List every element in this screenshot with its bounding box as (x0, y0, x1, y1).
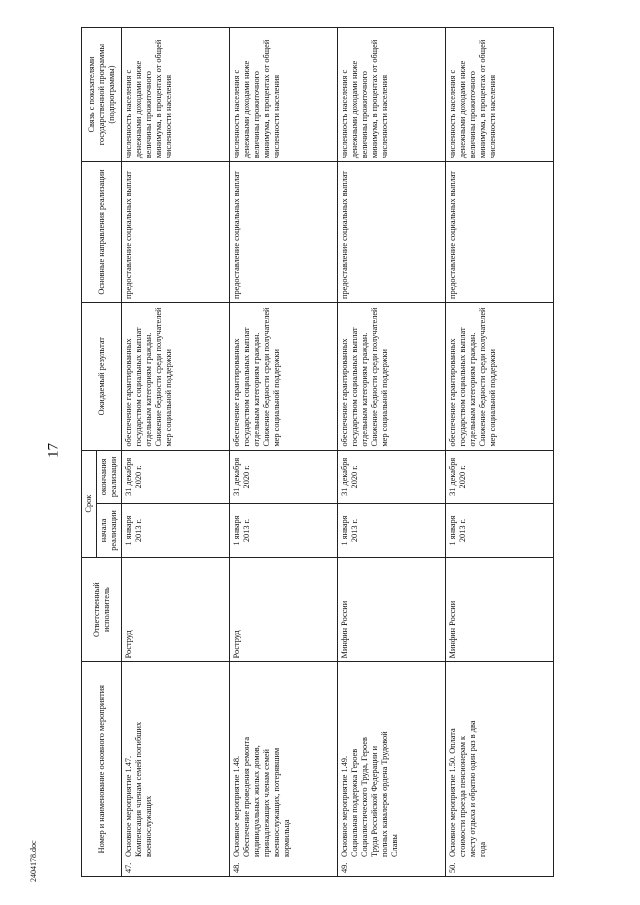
cell-link: численность населения с денежными доходами ниже величины прожиточного минимума, в процентах от общей численности населения (230, 28, 338, 162)
header-result: Ожидаемый результат (82, 302, 122, 450)
cell-responsible: Роструд (230, 557, 338, 662)
row-number: 47. (124, 862, 133, 873)
header-directions: Основные направления реализации (82, 162, 122, 303)
row-number: 49. (340, 862, 349, 873)
cell-responsible: Роструд (122, 557, 230, 662)
cell-start: 1 января 2013 г. (230, 504, 338, 558)
row-name: Основное мероприятие 1.50. Оплата стоимости проезда пенсионерам к месту отдыха и обратно один раз в два года (448, 720, 487, 857)
cell-link: численность населения с денежными доходами ниже величины прожиточного минимума, в процентах от общей численности населения (122, 28, 230, 162)
header-start: начала реализации (97, 504, 122, 558)
cell-end: 31 декабря 2020 г. (446, 450, 554, 504)
header-name: Номер и наименование основного мероприятия (82, 662, 122, 877)
cell-directions: предоставление социальных выплат (446, 162, 554, 303)
table-row (338, 28, 446, 877)
cell-name (446, 662, 554, 877)
table-row (446, 28, 554, 877)
footer-filename: 2404178.doc (29, 840, 38, 882)
cell-name (230, 662, 338, 877)
cell-result: обеспечение гарантированных государством социальных выплат отдельным категориям граждан. Снижение бедности среди получателей мер социальной поддержки (338, 302, 446, 450)
cell-directions: предоставление социальных выплат (338, 162, 446, 303)
cell-start: 1 января 2013 г. (122, 504, 230, 558)
page-number: 17 (45, 443, 62, 458)
cell-result: обеспечение гарантированных государством социальных выплат отдельным категориям граждан. Снижение бедности среди получателей мер социальной поддержки (122, 302, 230, 450)
header-row (82, 28, 97, 877)
header-responsible: Ответственный исполнитель (82, 557, 122, 662)
row-name: Основное мероприятие 1.48. Обеспечение проведения ремонта индивидуальных жилых домов, принадлежащих членам семей военнослужащих, потерявшим кормильца (232, 736, 291, 857)
header-end: окончания реализации (97, 450, 122, 504)
row-number: 50. (448, 862, 457, 873)
cell-name (122, 662, 230, 877)
header-term: Срок (82, 450, 97, 557)
cell-end: 31 декабря 2020 г. (122, 450, 230, 504)
header-link: Связь с показателями государственной программы (подпрограммы) (82, 28, 122, 162)
cell-start: 1 января 2013 г. (338, 504, 446, 558)
cell-name (338, 662, 446, 877)
row-name: Основное мероприятие 1.49. Социальная поддержка Героев Социалистического Труда, Героев Труда Российской Федерации и полных кавалеров ордена Трудовой Славы (340, 731, 399, 857)
cell-responsible: Минфин России (338, 557, 446, 662)
cell-result: обеспечение гарантированных государством социальных выплат отдельным категориям граждан. Снижение бедности среди получателей мер социальной поддержки (446, 302, 554, 450)
cell-start: 1 января 2013 г. (446, 504, 554, 558)
rotated-table-sheet (81, 27, 523, 877)
cell-directions: предоставление социальных выплат (230, 162, 338, 303)
cell-result: обеспечение гарантированных государством социальных выплат отдельным категориям граждан. Снижение бедности среди получателей мер социальной поддержки (230, 302, 338, 450)
cell-directions: предоставление социальных выплат (122, 162, 230, 303)
table-row (122, 28, 230, 877)
cell-responsible: Минфин России (446, 557, 554, 662)
row-name: Основное мероприятие 1.47. Компенсация членам семей погибших военнослужащих (124, 721, 153, 857)
measures-table (81, 27, 554, 877)
cell-link: численность населения с денежными доходами ниже величины прожиточного минимума, в процентах от общей численности населения (446, 28, 554, 162)
table-row (230, 28, 338, 877)
cell-end: 31 декабря 2020 г. (230, 450, 338, 504)
row-number: 48. (232, 862, 241, 873)
cell-link: численность населения с денежными доходами ниже величины прожиточного минимума, в процентах от общей численности населения (338, 28, 446, 162)
cell-end: 31 декабря 2020 г. (338, 450, 446, 504)
